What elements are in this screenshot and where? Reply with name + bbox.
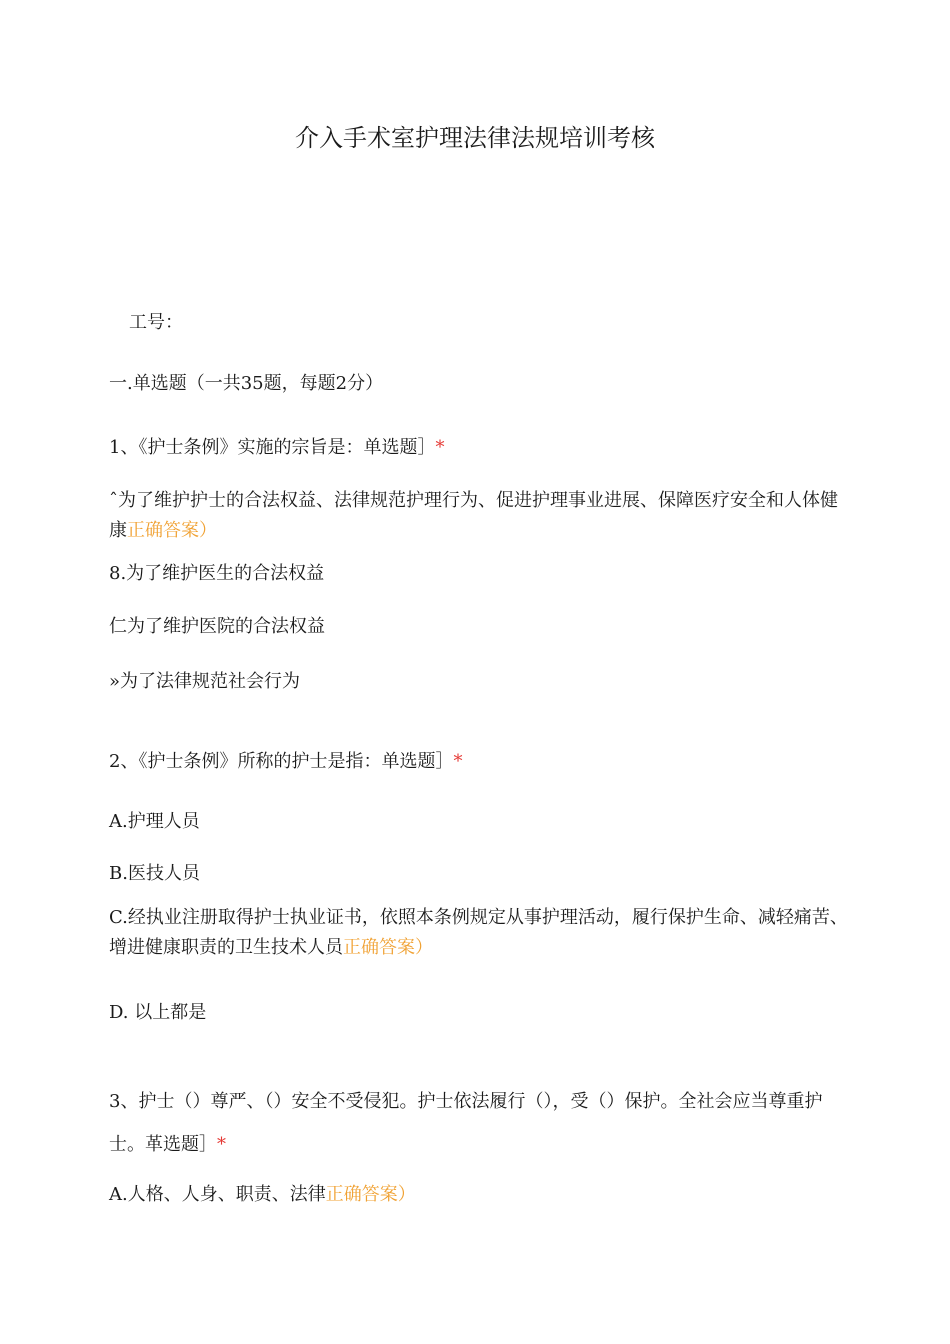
correct-answer-tag: 正确答案） [343, 937, 433, 958]
question-1-option-a[interactable] [109, 486, 854, 546]
question-2-option-a[interactable]: A.护理人员 [109, 811, 200, 832]
required-asterisk: * [217, 1134, 226, 1155]
page-title: 介入手术室护理法律法规培训考核 [295, 124, 655, 152]
option-text: ˆ为了维护护士的合法权益、法律规范护理行为、促进护理事业进展、保障医疗安全和人体健康 [109, 490, 838, 541]
section-heading: 一.单选题（一共35题，每题2分） [109, 373, 384, 394]
question-2-option-c[interactable] [109, 903, 854, 963]
correct-answer-tag: 正确答案） [325, 1184, 416, 1205]
question-stem-text: 2、《护士条例》所称的护士是指：单选题］ [109, 751, 454, 772]
question-1-option-c[interactable]: 仁为了维护医院的合法权益 [109, 616, 325, 637]
option-text: A.人格、人身、职责、法律 [109, 1184, 326, 1205]
question-3-stem [109, 1080, 854, 1166]
required-asterisk: * [453, 751, 463, 772]
question-2-option-d[interactable]: D. 以上都是 [109, 1002, 207, 1023]
question-2-option-b[interactable]: B.医技人员 [109, 863, 200, 884]
required-asterisk: * [435, 437, 445, 458]
question-1-stem [109, 433, 444, 463]
question-1-option-d[interactable]: »为了法律规范社会行为 [109, 671, 301, 692]
question-2-stem [109, 747, 462, 777]
question-stem-text: 3、护士（）尊严、（）安全不受侵犯。护士依法履行（），受（）保护。全社会应当尊重护士。革选题］ [109, 1091, 823, 1155]
correct-answer-tag: 正确答案） [127, 520, 217, 541]
question-1-option-b[interactable]: 8.为了维护医生的合法权益 [109, 563, 325, 584]
option-text: C.经执业注册取得护士执业证书，依照本条例规定从事护理活动，履行保护生命、减轻痛苦、增进健康职责的卫生技术人员 [109, 907, 848, 958]
question-stem-text: 1、《护士条例》实施的宗旨是：单选题］ [109, 437, 436, 458]
employee-id-label: 工号： [129, 312, 183, 333]
question-3-option-a[interactable] [109, 1180, 416, 1210]
